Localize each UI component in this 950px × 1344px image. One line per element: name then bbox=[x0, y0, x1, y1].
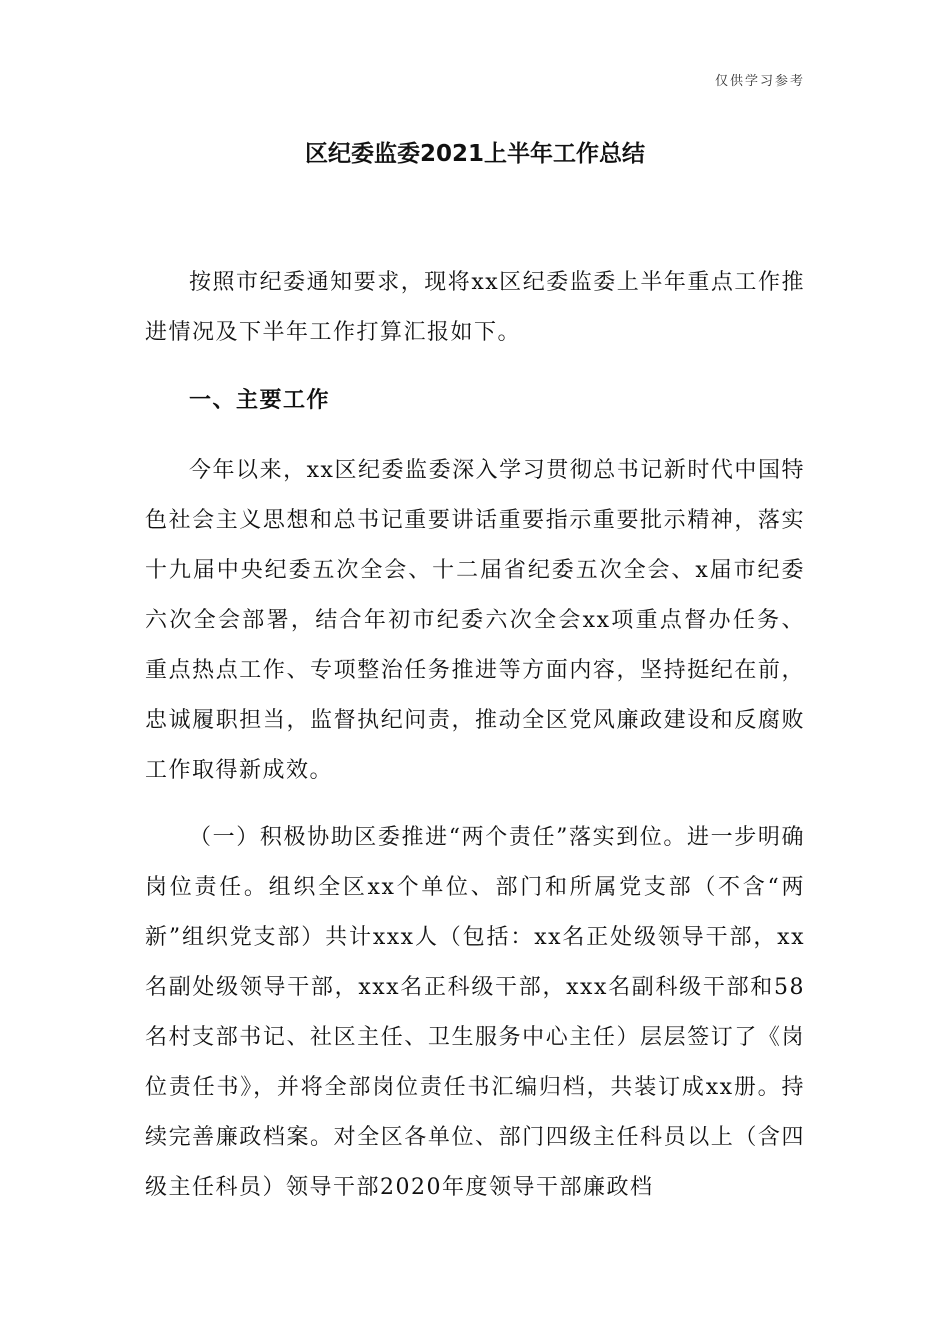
overview-paragraph: 今年以来，xx区纪委监委深入学习贯彻总书记新时代中国特色社会主义思想和总书记重要讲话重要指示重要批示精神，落实十九届中央纪委五次全会、十二届省纪委五次全会、x届市纪委六次全会部署，结合年初市纪委六次全会xx项重点督办任务、重点热点工作、专项整治任务推进等方面内容，坚持挺纪在前，忠诚履职担当，监督执纪问责，推动全区党风廉政建设和反腐败工作取得新成效。 bbox=[145, 458, 805, 783]
header-note: 仅供学习参考 bbox=[714, 74, 805, 89]
intro-paragraph: 按照市纪委通知要求，现将xx区纪委监委上半年重点工作推进情况及下半年工作打算汇报如下。 bbox=[145, 270, 805, 345]
document-title: 区纪委监委2021上半年工作总结 bbox=[304, 141, 645, 167]
section-heading: 一、主要工作 bbox=[189, 388, 331, 413]
item1-paragraph: （一）积极协助区委推进“两个责任”落实到位。进一步明确岗位责任。组织全区xx个单位、部门和所属党支部（不含“两新”组织党支部）共计xxx人（包括：xx名正处级领导干部，xx名副处级领导干部，xxx名正科级干部，xxx名副科级干部和58名村支部书记、社区主任、卫生服务中心主任）层层签订了《岗位责任书》，并将全部岗位责任书汇编归档，共装订成xx册。持续完善廉政档案。对全区各单位、部门四级主任科员以上（含四级主任科员）领导干部2020年度领导干部廉政档 bbox=[145, 825, 805, 1200]
